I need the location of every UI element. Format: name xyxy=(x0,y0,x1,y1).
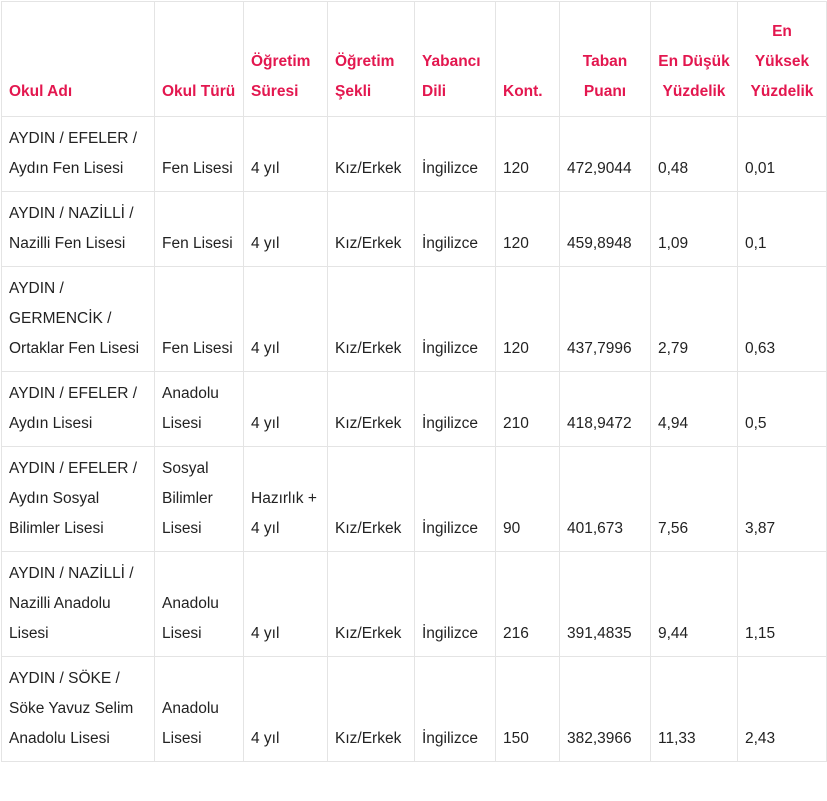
header-taban-puani: Taban Puanı xyxy=(560,2,651,117)
cell-ogretim-sekli: Kız/Erkek xyxy=(328,657,415,762)
header-ogretim-suresi: Öğretim Süresi xyxy=(244,2,328,117)
cell-okul-adi: AYDIN / EFELER / Aydın Fen Lisesi xyxy=(2,117,155,192)
cell-okul-adi: AYDIN / GERMENCİK / Ortaklar Fen Lisesi xyxy=(2,267,155,372)
cell-taban-puani: 382,3966 xyxy=(560,657,651,762)
cell-en-dusuk-yuzdelik: 0,48 xyxy=(651,117,738,192)
cell-en-yuksek-yuzdelik: 1,15 xyxy=(738,552,827,657)
cell-yabanci-dili: İngilizce xyxy=(415,372,496,447)
header-ogretim-sekli: Öğretim Şekli xyxy=(328,2,415,117)
school-scores-table xyxy=(1,1,827,762)
cell-ogretim-sekli: Kız/Erkek xyxy=(328,267,415,372)
table-row xyxy=(2,657,827,762)
cell-ogretim-sekli: Kız/Erkek xyxy=(328,192,415,267)
cell-kont: 216 xyxy=(496,552,560,657)
cell-ogretim-suresi: 4 yıl xyxy=(244,192,328,267)
cell-yabanci-dili: İngilizce xyxy=(415,552,496,657)
cell-ogretim-sekli: Kız/Erkek xyxy=(328,117,415,192)
cell-okul-adi: AYDIN / EFELER / Aydın Lisesi xyxy=(2,372,155,447)
cell-ogretim-suresi: 4 yıl xyxy=(244,552,328,657)
cell-en-yuksek-yuzdelik: 2,43 xyxy=(738,657,827,762)
cell-ogretim-sekli: Kız/Erkek xyxy=(328,372,415,447)
cell-taban-puani: 437,7996 xyxy=(560,267,651,372)
cell-okul-turu: Anadolu Lisesi xyxy=(155,372,244,447)
cell-en-yuksek-yuzdelik: 0,5 xyxy=(738,372,827,447)
cell-en-dusuk-yuzdelik: 9,44 xyxy=(651,552,738,657)
cell-en-dusuk-yuzdelik: 7,56 xyxy=(651,447,738,552)
cell-ogretim-suresi: 4 yıl xyxy=(244,657,328,762)
cell-taban-puani: 391,4835 xyxy=(560,552,651,657)
cell-okul-adi: AYDIN / NAZİLLİ / Nazilli Fen Lisesi xyxy=(2,192,155,267)
table-header xyxy=(2,2,827,117)
table-row xyxy=(2,117,827,192)
cell-okul-turu: Fen Lisesi xyxy=(155,192,244,267)
cell-en-yuksek-yuzdelik: 0,01 xyxy=(738,117,827,192)
cell-ogretim-sekli: Kız/Erkek xyxy=(328,552,415,657)
cell-yabanci-dili: İngilizce xyxy=(415,267,496,372)
cell-taban-puani: 418,9472 xyxy=(560,372,651,447)
cell-okul-turu: Anadolu Lisesi xyxy=(155,657,244,762)
cell-okul-adi: AYDIN / NAZİLLİ / Nazilli Anadolu Lisesi xyxy=(2,552,155,657)
header-en-yuksek-yuzdelik: En Yüksek Yüzdelik xyxy=(738,2,827,117)
cell-yabanci-dili: İngilizce xyxy=(415,117,496,192)
cell-ogretim-sekli: Kız/Erkek xyxy=(328,447,415,552)
table-row xyxy=(2,192,827,267)
cell-en-dusuk-yuzdelik: 4,94 xyxy=(651,372,738,447)
cell-en-yuksek-yuzdelik: 0,63 xyxy=(738,267,827,372)
cell-yabanci-dili: İngilizce xyxy=(415,192,496,267)
cell-okul-adi: AYDIN / EFELER / Aydın Sosyal Bilimler Lisesi xyxy=(2,447,155,552)
header-yabanci-dili: Yabancı Dili xyxy=(415,2,496,117)
cell-taban-puani: 401,673 xyxy=(560,447,651,552)
header-okul-turu: Okul Türü xyxy=(155,2,244,117)
cell-okul-adi: AYDIN / SÖKE / Söke Yavuz Selim Anadolu Lisesi xyxy=(2,657,155,762)
cell-kont: 150 xyxy=(496,657,560,762)
cell-en-yuksek-yuzdelik: 3,87 xyxy=(738,447,827,552)
cell-okul-turu: Anadolu Lisesi xyxy=(155,552,244,657)
cell-okul-turu: Fen Lisesi xyxy=(155,267,244,372)
cell-ogretim-suresi: Hazırlık + 4 yıl xyxy=(244,447,328,552)
cell-yabanci-dili: İngilizce xyxy=(415,657,496,762)
header-okul-adi: Okul Adı xyxy=(2,2,155,117)
cell-okul-turu: Fen Lisesi xyxy=(155,117,244,192)
cell-okul-turu: Sosyal Bilimler Lisesi xyxy=(155,447,244,552)
cell-taban-puani: 472,9044 xyxy=(560,117,651,192)
cell-en-dusuk-yuzdelik: 11,33 xyxy=(651,657,738,762)
header-row xyxy=(2,2,827,117)
cell-kont: 120 xyxy=(496,117,560,192)
cell-ogretim-suresi: 4 yıl xyxy=(244,117,328,192)
cell-en-dusuk-yuzdelik: 1,09 xyxy=(651,192,738,267)
table-row xyxy=(2,372,827,447)
cell-ogretim-suresi: 4 yıl xyxy=(244,267,328,372)
cell-kont: 120 xyxy=(496,267,560,372)
cell-yabanci-dili: İngilizce xyxy=(415,447,496,552)
cell-en-yuksek-yuzdelik: 0,1 xyxy=(738,192,827,267)
table-row xyxy=(2,447,827,552)
cell-ogretim-suresi: 4 yıl xyxy=(244,372,328,447)
cell-taban-puani: 459,8948 xyxy=(560,192,651,267)
cell-kont: 90 xyxy=(496,447,560,552)
cell-en-dusuk-yuzdelik: 2,79 xyxy=(651,267,738,372)
header-kont: Kont. xyxy=(496,2,560,117)
header-en-dusuk-yuzdelik: En Düşük Yüzdelik xyxy=(651,2,738,117)
table-body xyxy=(2,117,827,762)
cell-kont: 120 xyxy=(496,192,560,267)
table-row xyxy=(2,267,827,372)
table-row xyxy=(2,552,827,657)
cell-kont: 210 xyxy=(496,372,560,447)
